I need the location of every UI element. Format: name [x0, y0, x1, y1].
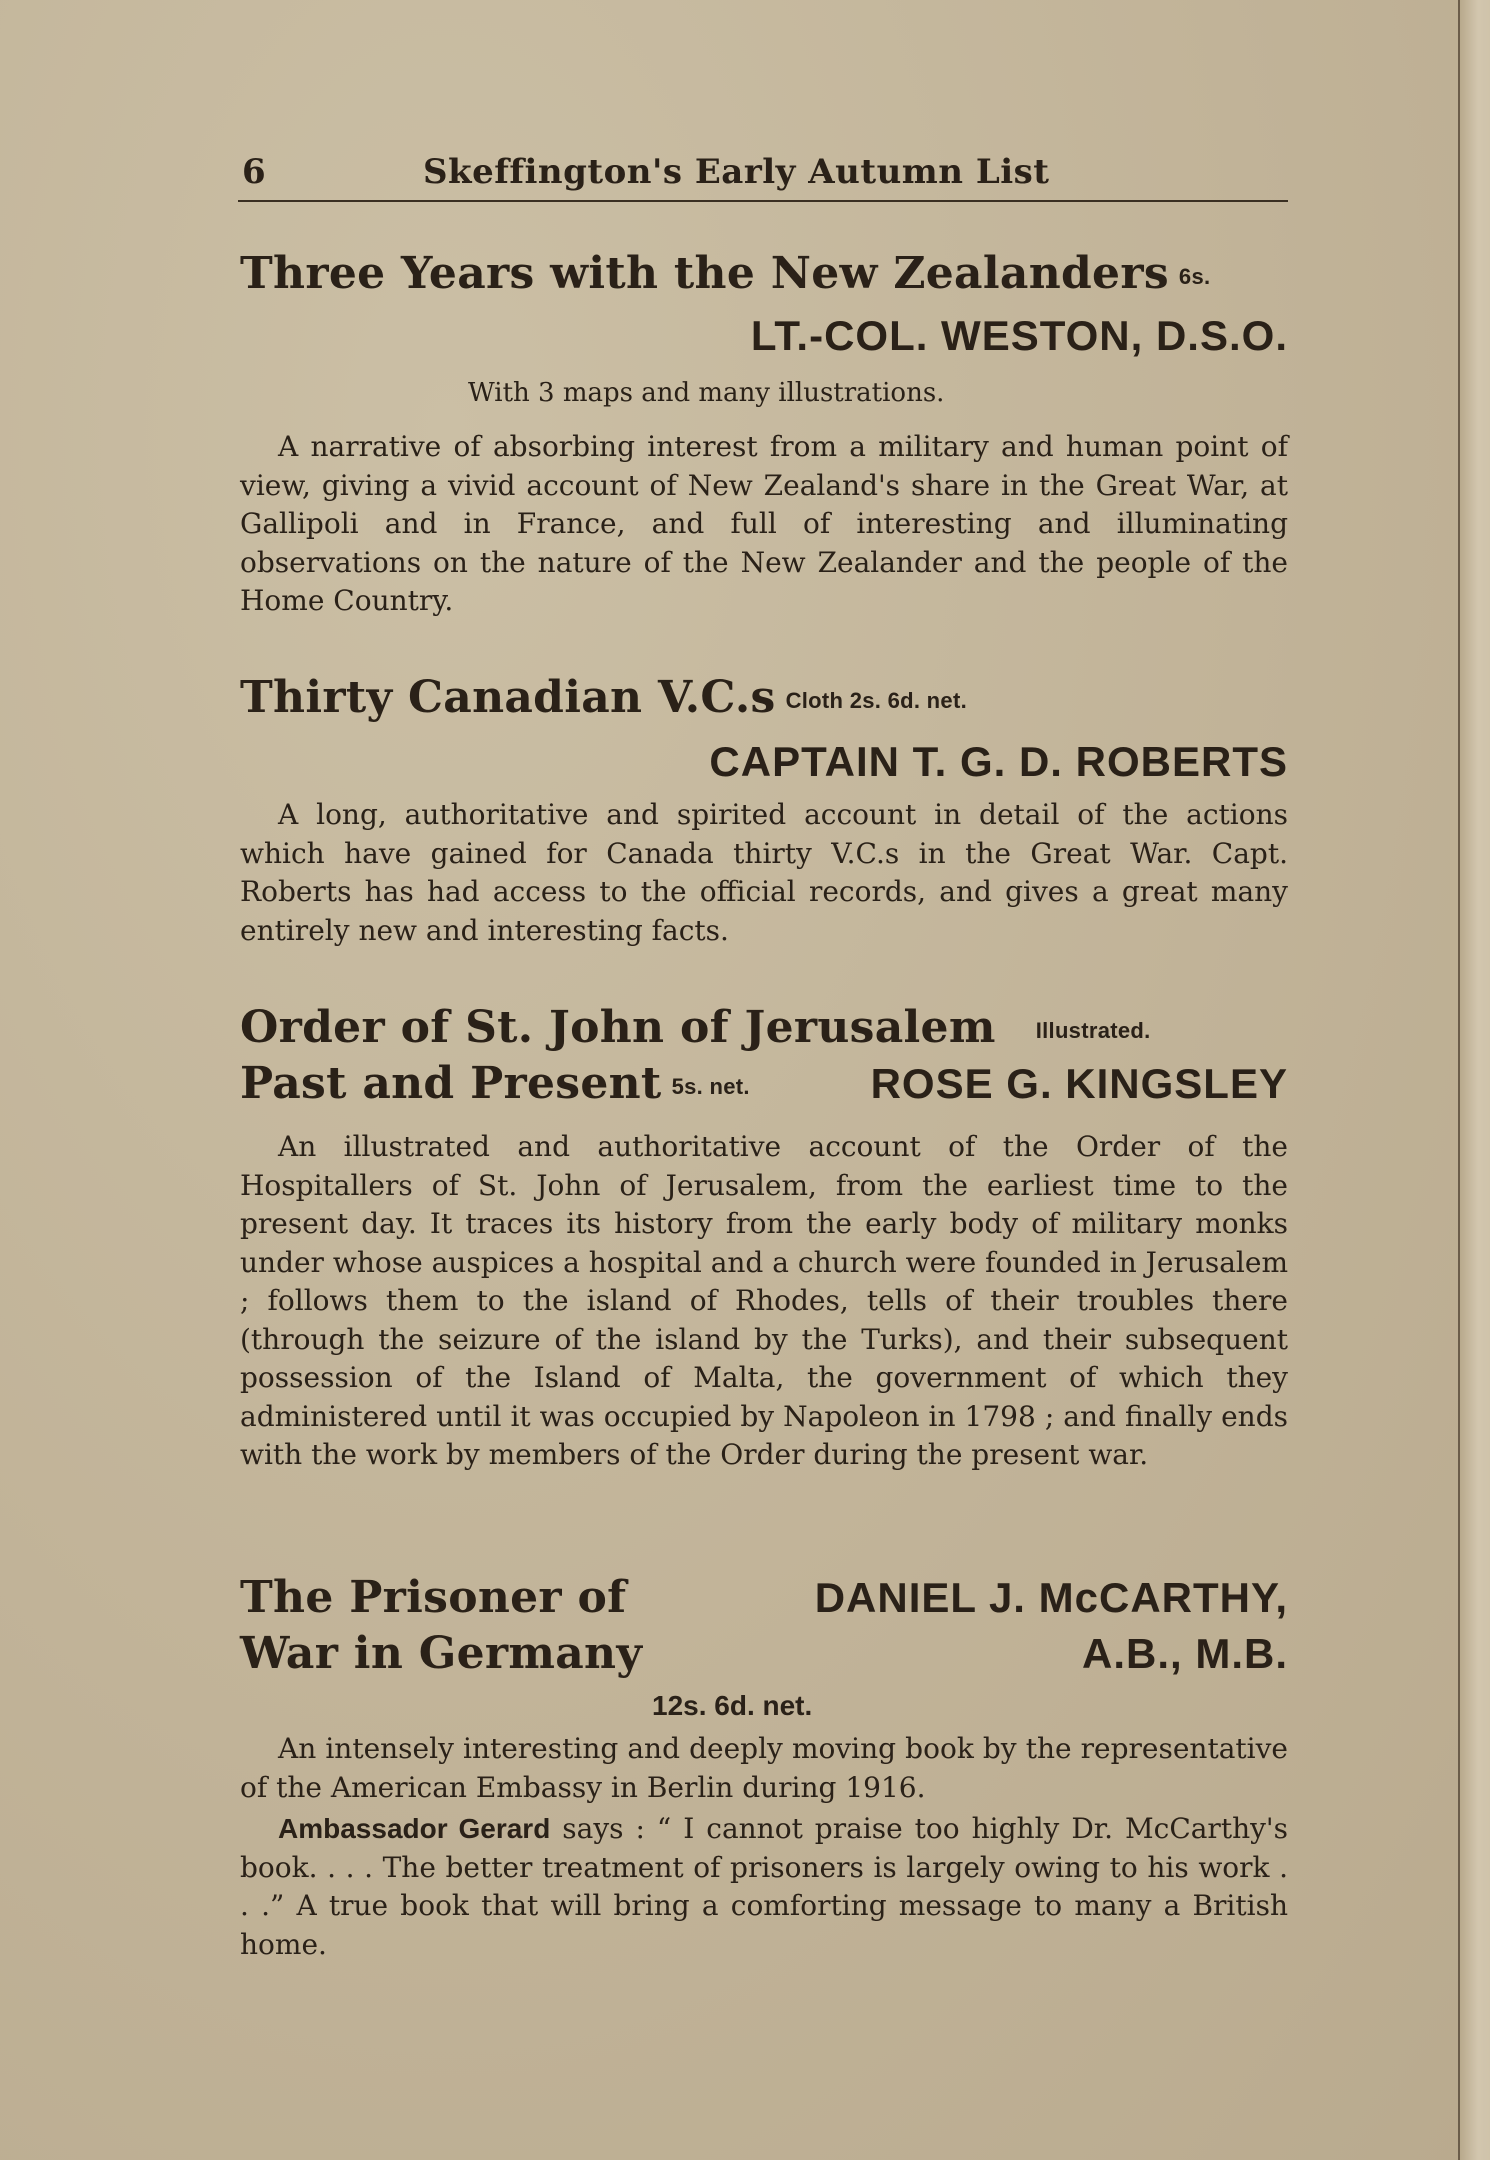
book-title-line1: The Prisoner of: [240, 1572, 627, 1623]
book-author: LT.-COL. WESTON, D.S.O.: [750, 312, 1288, 359]
book-author-line2: A.B., M.B.: [1082, 1630, 1288, 1677]
book-title-line2: War in Germany: [240, 1628, 643, 1679]
book-description: An intensely interesting and deeply moving book by the representative of the American Embassy in Berlin during 1916.: [240, 1732, 1288, 1804]
book-title-text: Past and Present: [240, 1058, 662, 1109]
book-note: With 3 maps and many illustrations.: [468, 378, 945, 408]
book-price: 6s.: [1178, 263, 1211, 289]
book-author: CAPTAIN T. G. D. ROBERTS: [709, 738, 1288, 785]
book-illustrated-note: Illustrated.: [1035, 1017, 1151, 1043]
book-price: Cloth 2s. 6d. net.: [785, 687, 967, 713]
book-title-text: Thirty Canadian V.C.s: [240, 672, 776, 723]
book-title-text: Three Years with the New Zealanders: [240, 248, 1169, 299]
book-description: A narrative of absorbing interest from a military and human point of view, giving a vivid account of New Zealand's share in the Great War, at Gallipoli and in France, and full of interesting and illuminating observations on the nature of the New Zealander and the people of the Home Country.: [240, 430, 1288, 617]
quote-speaker: Ambassador Gerard: [278, 1813, 551, 1844]
book-title: [240, 672, 967, 723]
page-edge: [1458, 0, 1490, 2160]
book-description: An illustrated and authoritative account of the Order of the Hospitallers of St. John of Jerusalem, from the earliest time to the present day. It traces its history from the early body of military monks under whose auspices a hospital and a church were founded in Jerusalem ; follows them to the island of Rhodes, tells of their troubles there (through the seizure of the island by the Turks), and their subsequent possession of the Island of Malta, the government of which they administered until it was occupied by Napoleon in 1798 ; and finally ends with the work by members of the Order during the present war.: [240, 1130, 1288, 1471]
book-author: ROSE G. KINGSLEY: [870, 1060, 1288, 1107]
running-title: Skeffington's Early Autumn List: [423, 152, 1050, 192]
book-title: [240, 248, 1210, 299]
book-quote: [240, 1810, 1288, 1964]
quote-text: says : “ I cannot praise too highly Dr. McCarthy's book. . . . The better treatment of prisoners is largely owing to his work . . .” A true book that will bring a comforting message to many a British home.: [240, 1812, 1288, 1961]
book-title-text: Order of St. John of Jerusalem: [240, 1002, 996, 1053]
running-header: [238, 150, 1288, 202]
book-title-line2: [240, 1058, 750, 1109]
page-number: 6: [242, 152, 266, 192]
book-author-line1: DANIEL J. McCARTHY,: [814, 1574, 1288, 1621]
book-price: 12s. 6d. net.: [652, 1690, 813, 1721]
book-title-line1: [240, 1002, 1151, 1053]
book-price: 5s. net.: [671, 1073, 750, 1099]
book-description: A long, authoritative and spirited account in detail of the actions which have gained for Canada thirty V.C.s in the Great War. Capt. Roberts has had access to the official records, and gives a great many entirely new and interesting facts.: [240, 798, 1288, 947]
